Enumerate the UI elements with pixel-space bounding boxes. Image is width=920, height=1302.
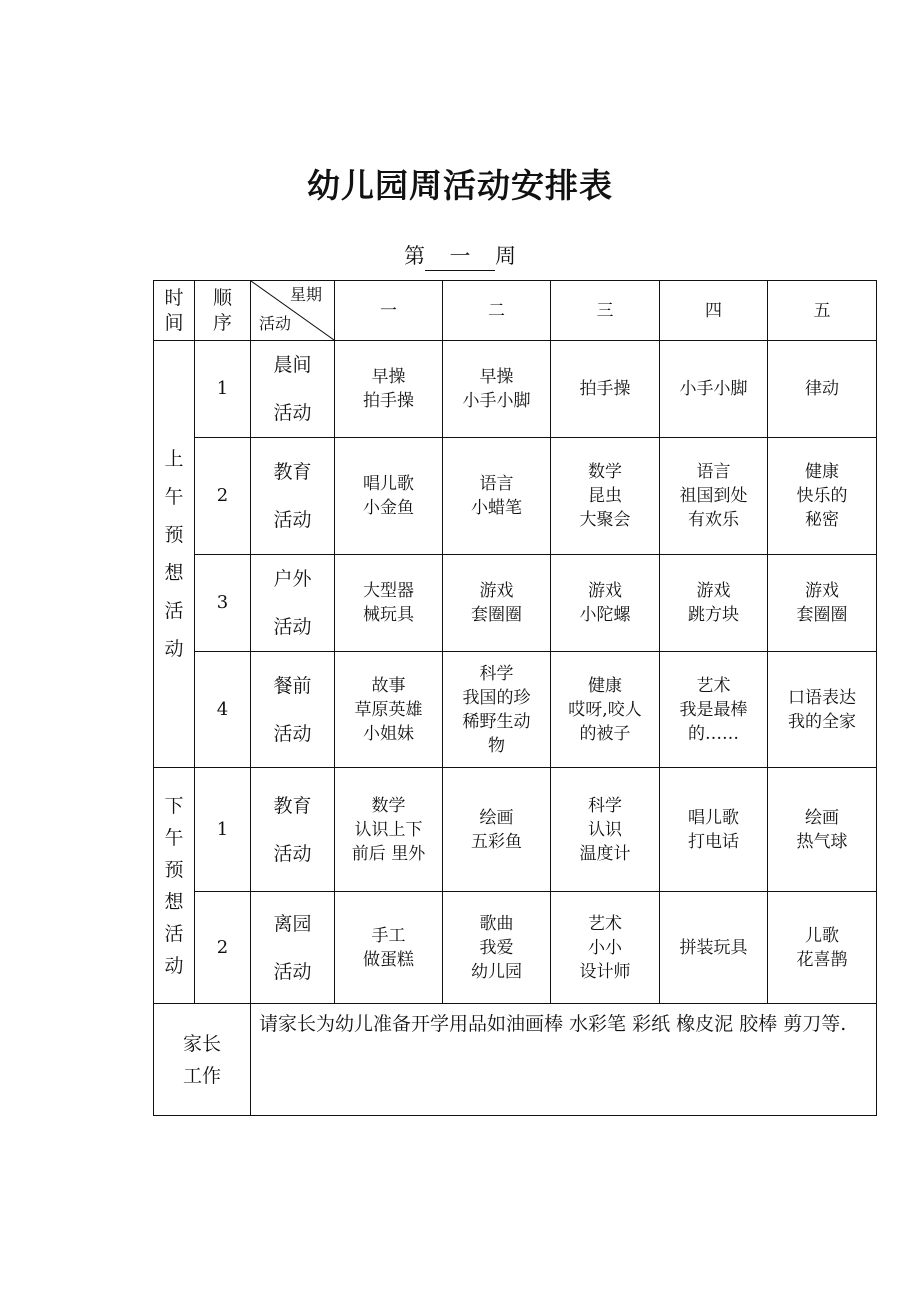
header-row — [154, 281, 877, 341]
activity-type: 户外 活动 — [251, 555, 335, 652]
schedule-cell: 口语表达 我的全家 — [768, 652, 877, 768]
schedule-cell: 数学 认识上下 前后 里外 — [335, 768, 443, 892]
header-diagonal — [251, 281, 335, 341]
schedule-cell: 早操 拍手操 — [335, 341, 443, 438]
schedule-cell: 游戏 套圈圈 — [768, 555, 877, 652]
schedule-cell: 数学 昆虫 大聚会 — [551, 438, 660, 555]
page-title: 幼儿园周活动安排表 — [307, 166, 613, 205]
week-number: 一 — [425, 240, 495, 271]
morning-label: 上 午 预 想 活 动 — [154, 341, 195, 768]
table-row — [154, 652, 877, 768]
schedule-cell: 故事 草原英雄 小姐妹 — [335, 652, 443, 768]
day-5: 五 — [768, 281, 877, 341]
parents-label: 家长 工作 — [154, 1004, 251, 1116]
schedule-cell: 语言 小蜡笔 — [443, 438, 551, 555]
schedule-cell: 艺术 小小 设计师 — [551, 892, 660, 1004]
parents-text: 请家长为幼儿准备开学用品如油画棒 水彩笔 彩纸 橡皮泥 胶棒 剪刀等. — [251, 1004, 877, 1116]
afternoon-label: 下 午 预 想 活 动 — [154, 768, 195, 1004]
seq-cell: 1 — [195, 341, 251, 438]
schedule-cell: 科学 我国的珍 稀野生动 物 — [443, 652, 551, 768]
table-row — [154, 768, 877, 892]
header-weekday: 星期 — [289, 285, 322, 304]
schedule-cell: 绘画 热气球 — [768, 768, 877, 892]
parents-row — [154, 1004, 877, 1116]
seq-cell: 2 — [195, 892, 251, 1004]
schedule-cell: 儿歌 花喜鹊 — [768, 892, 877, 1004]
schedule-cell: 手工 做蛋糕 — [335, 892, 443, 1004]
day-2: 二 — [443, 281, 551, 341]
schedule-cell: 小手小脚 — [660, 341, 768, 438]
seq-cell: 1 — [195, 768, 251, 892]
table-row — [154, 555, 877, 652]
schedule-cell: 早操 小手小脚 — [443, 341, 551, 438]
week-prefix: 第 — [404, 244, 425, 268]
schedule-cell: 唱儿歌 打电话 — [660, 768, 768, 892]
schedule-cell: 游戏 小陀螺 — [551, 555, 660, 652]
schedule-cell: 健康 快乐的 秘密 — [768, 438, 877, 555]
day-3: 三 — [551, 281, 660, 341]
seq-cell: 3 — [195, 555, 251, 652]
schedule-cell: 拍手操 — [551, 341, 660, 438]
schedule-cell: 语言 祖国到处 有欢乐 — [660, 438, 768, 555]
week-suffix: 周 — [495, 244, 516, 268]
schedule-cell: 艺术 我是最棒 的…… — [660, 652, 768, 768]
seq-cell: 4 — [195, 652, 251, 768]
schedule-cell: 唱儿歌 小金鱼 — [335, 438, 443, 555]
schedule-cell: 健康 哎呀,咬人 的被子 — [551, 652, 660, 768]
week-label — [0, 240, 920, 271]
day-1: 一 — [335, 281, 443, 341]
schedule-cell: 大型器 械玩具 — [335, 555, 443, 652]
schedule-cell: 拼装玩具 — [660, 892, 768, 1004]
activity-type: 教育 活动 — [251, 768, 335, 892]
table-row — [154, 341, 877, 438]
activity-type: 教育 活动 — [251, 438, 335, 555]
schedule-cell: 游戏 套圈圈 — [443, 555, 551, 652]
activity-type: 离园 活动 — [251, 892, 335, 1004]
header-order: 顺 序 — [195, 281, 251, 341]
activity-type: 餐前 活动 — [251, 652, 335, 768]
schedule-cell: 歌曲 我爱 幼儿园 — [443, 892, 551, 1004]
table-row — [154, 438, 877, 555]
schedule-cell: 科学 认识 温度计 — [551, 768, 660, 892]
header-activity: 活动 — [259, 314, 292, 333]
schedule-table — [153, 280, 877, 1116]
table-row — [154, 892, 877, 1004]
header-time: 时 间 — [154, 281, 195, 341]
activity-type: 晨间 活动 — [251, 341, 335, 438]
schedule-cell: 绘画 五彩鱼 — [443, 768, 551, 892]
schedule-cell: 游戏 跳方块 — [660, 555, 768, 652]
seq-cell: 2 — [195, 438, 251, 555]
day-4: 四 — [660, 281, 768, 341]
schedule-cell: 律动 — [768, 341, 877, 438]
